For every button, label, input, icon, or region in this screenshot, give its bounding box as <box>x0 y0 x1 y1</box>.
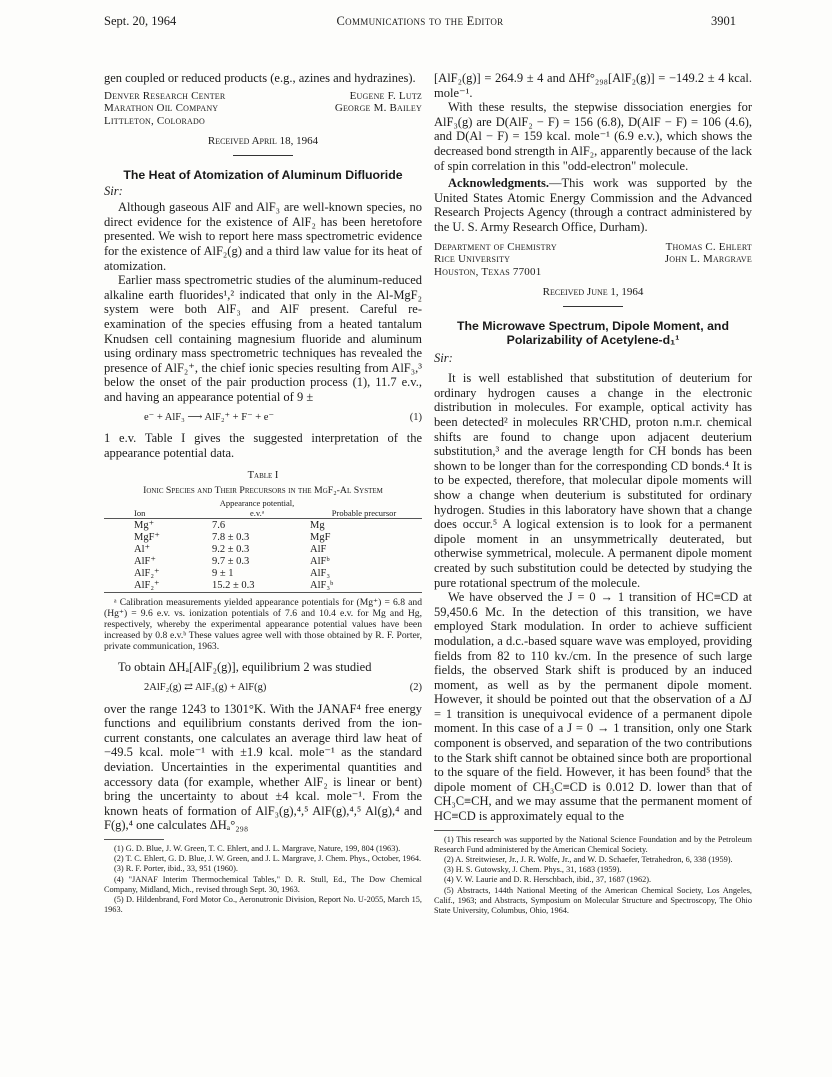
footnote: (1) This research was supported by the National Science Foundation and by the Petroleum Research Fund administered by the American Chemical Society. <box>434 834 752 854</box>
table-cell: AlF₃ᵇ <box>310 580 334 592</box>
footnote: (2) A. Streitwieser, Jr., J. R. Wolfe, Jr., and W. D. Schaefer, Tetrahedron, 6, 338 (1959). <box>444 855 733 865</box>
acknowledgments-text: —This work was supported by the United States Atomic Energy Commission and the Advanced Research Projects Agency (through a contract administered by the U. S. Army Research Office, Durham). <box>434 176 752 234</box>
table-cell: AlF₂⁺ <box>134 580 160 592</box>
footnote: (5) D. Hildenbrand, Ford Motor Co., Aeronutronic Division, Report No. U-2055, March 15, 1963. <box>104 894 422 915</box>
table-footnote: ᵃ Calibration measurements yielded appearance potentials for (Mg⁺) = 6.8 and (Hg⁺) = 9.6 e.v. vs. ionization potentials of 7.6 and 10.4 e.v. for Mg and Hg, respectively, whereby the experimental appearance potential values have been increased by 0.8 e.v.ᵇ These values agree well with those obtained by R. F. Porter, private communication, 1963. <box>104 597 422 653</box>
table-caption: Ionic Species and Their Precursors in the MgF₂-Al System <box>143 485 383 497</box>
table-header: Probable precursor <box>331 507 397 518</box>
paragraph: To obtain ΔHₐ[AlF₂(g)], equilibrium 2 was studied <box>118 660 372 675</box>
author: Thomas C. Ehlert <box>665 240 752 253</box>
prev-aff-line: Denver Research Center <box>104 89 226 102</box>
previous-affiliation <box>104 90 422 128</box>
acknowledgments-label: Acknowledgments. <box>448 176 550 191</box>
prev-author: George M. Bailey <box>334 102 422 115</box>
footnote: (2) T. C. Ehlert, G. D. Blue, J. W. Green, and J. L. Margrave, J. Chem. Phys., October, 1964. <box>114 854 422 864</box>
aff-line: Department of Chemistry <box>434 240 557 253</box>
table-cell: 15.2 ± 0.3 <box>212 580 255 592</box>
table-cell: AlF <box>310 544 327 556</box>
equation-body: e⁻ + AlF₃ ⟶ AlF₂⁺ + F⁻ + e⁻ <box>144 411 274 423</box>
table-header: Ion <box>134 507 146 518</box>
salutation: Sir: <box>434 350 453 365</box>
paragraph: 1 e.v. Table I gives the suggested interpretation of the appearance potential data. <box>104 431 422 460</box>
table-cell: MgF⁺ <box>134 532 160 544</box>
table-cell: 7.8 ± 0.3 <box>212 532 250 544</box>
header-page-number: 3901 <box>711 14 736 28</box>
table-header-row <box>104 499 422 519</box>
footnote: (3) R. F. Porter, ibid., 33, 951 (1960). <box>114 864 238 874</box>
paragraph: We have observed the J = 0 → 1 transition of HC≡CD at 59,450.6 Mc. In the detection of this transition, we have employed Stark modulation. In order to achieve sufficient modulation, a d.c.-based square wave was employed, providing fields from 82 to 110 kv./cm. In the presence of such large fields, the observed Stark shift is produced by an induced moment, as well as by the permanent dipole moment. However, it should be pointed out that the observation of a ΔJ = 1 transition is unequivocal evidence of a permanent dipole moment. In this case of a J = 0 → 1 transition, only one Stark component is observed, and separation of the two contributions to the Stark shift cannot be obtained since both are proportional to the square of the field. However, it has been found⁵ that the dipole moment of CH₃C≡CD is 0.012 D. lower than that of CH₃C≡CH, and we may assume that the permanent moment of HC≡CD is approximately equal to the <box>434 590 752 824</box>
table-cell: 7.6 <box>212 520 226 532</box>
paragraph: It is well established that substitution of deuterium for ordinary hydrogen causes a change in the electronic distribution in molecules. For example, optical activity has been detected² in molecules RR'CHD, proton n.m.r. chemical shifts are found to change upon adjacent deuterium substitution,³ and the average length for CH bonds has been shown to be longer than for the corresponding CD bonds.⁴ It is to be expected, therefore, that molecular dipole moments will show a change when deuterium is substituted for ordinary hydrogen. Studies in this laboratory have shown that a change does occur.⁵ A logical extension is to look for a permanent dipole moment in an unsymmetrically deuterated, but otherwise symmetrical, molecule. A permanent dipole moment created by such substitution could be detected by studying the pure rotational spectrum of the molecule. <box>434 371 752 590</box>
right-column <box>434 71 752 916</box>
header-journal: Communications to the Editor <box>336 14 504 28</box>
author: John L. Margrave <box>664 253 752 266</box>
table-cell: 9.7 ± 0.3 <box>212 556 250 568</box>
footnote: (3) H. S. Gutowsky, J. Chem. Phys., 31, 1683 (1959). <box>444 865 622 875</box>
table-cell: Mg⁺ <box>134 520 155 532</box>
equation-number: (1) <box>409 411 422 423</box>
previous-article-end: gen coupled or reduced products (e.g., azines and hydrazines). <box>104 71 416 85</box>
table-row <box>104 544 422 556</box>
footnote-divider <box>434 830 494 831</box>
page-header <box>104 14 736 32</box>
table-row <box>104 556 422 568</box>
paragraph: Although gaseous AlF and AlF₃ are well-known species, no direct evidence for the existence of AlF₂ has been heretofore presented. We wish to report here mass spectrometric evidence for the existence of AlF₂(g) and a third law value for its heat of atomization. <box>104 200 422 273</box>
table-cell: AlFᵇ <box>310 556 330 568</box>
equation-body: 2AlF₂(g) ⇄ AlF₃(g) + AlF(g) <box>144 681 267 693</box>
equation <box>104 411 422 426</box>
paragraph: over the range 1243 to 1301°K. With the JANAF⁴ free energy functions and equilibrium constants derived from the ion-current constants, one calculates an average third law heat of −49.5 kcal. mole⁻¹ with ±1.9 kcal. mole⁻¹ as the standard deviation. Uncertainties in the experimental quantities and accessory data (for example, whether AlF₂ is linear or bent) bring the uncertainty to about ±4 kcal. mole⁻¹. From the known heats of formation of AlF₃(g),⁴,⁵ AlF(g),⁴,⁵ Al(g),⁴ and F(g),⁴ one calculates ΔHₐ°₂₉₈ <box>104 701 422 833</box>
salutation: Sir: <box>104 183 123 198</box>
table-cell: Mg <box>310 520 325 532</box>
paragraph: [AlF₂(g)] = 264.9 ± 4 and ΔHf°₂₉₈[AlF₂(g)] = −149.2 ± 4 kcal. mole⁻¹. <box>434 71 752 100</box>
table-cell: MgF <box>310 532 331 544</box>
divider <box>233 155 293 156</box>
table-cell: AlF₂⁺ <box>134 568 160 580</box>
table-cell: Al⁺ <box>134 544 151 556</box>
data-table <box>104 499 422 594</box>
left-column <box>104 71 422 915</box>
table-cell: 9 ± 1 <box>212 568 234 580</box>
article-title: The Microwave Spectrum, Dipole Moment, and Polarizability of Acetylene-d₁¹ <box>457 318 729 347</box>
table-title: Table I <box>247 470 279 482</box>
table-row <box>104 568 422 580</box>
table-cell: AlF₃ <box>310 568 331 580</box>
aff-line: Houston, Texas 77001 <box>434 265 542 278</box>
table-row <box>104 520 422 532</box>
footnotes <box>434 835 752 917</box>
table-cell: AlF⁺ <box>134 556 156 568</box>
paragraph: Earlier mass spectrometric studies of the aluminum-reduced alkaline earth fluorides¹,² indicated that only in the Al-MgF₂ system were both AlF₃ and AlF present. Careful re-examination of the species effusing from a heated tantalum Knudsen cell containing magnesium fluoride and aluminum using ordinary mass spectrometric techniques has revealed the presence of AlF₂⁺, the chief ionic species resulting from AlF₃,³ below the onset of the pair production process (1), 11.7 e.v., and having an appearance potential of 9 ± <box>104 273 422 404</box>
equation-number: (2) <box>409 681 422 693</box>
prev-received-date: Received April 18, 1964 <box>207 135 319 148</box>
table-row <box>104 532 422 544</box>
article-title: The Heat of Atomization of Aluminum Difluoride <box>123 167 403 182</box>
prev-author: Eugene F. Lutz <box>349 89 422 102</box>
prev-aff-line: Littleton, Colorado <box>104 114 205 127</box>
received-date: Received June 1, 1964 <box>542 286 644 299</box>
acknowledgments <box>434 176 752 234</box>
aff-line: Rice University <box>434 253 511 266</box>
prev-aff-line: Marathon Oil Company <box>104 102 219 115</box>
footnote: (1) G. D. Blue, J. W. Green, T. C. Ehlert, and J. L. Margrave, Nature, 199, 804 (1963). <box>114 843 401 853</box>
footnote-divider <box>104 839 164 840</box>
footnote: (4) "JANAF Interim Thermochemical Tables," D. R. Stull, Ed., The Dow Chemical Company, Midland, Mich., revised through Sept. 30, 1963. <box>104 874 422 894</box>
header-date: Sept. 20, 1964 <box>104 14 177 28</box>
footnote: (4) V. W. Laurie and D. R. Herschbach, ibid., 37, 1687 (1962). <box>444 875 652 885</box>
table-row <box>104 580 422 593</box>
table-cell: 9.2 ± 0.3 <box>212 544 250 556</box>
paragraph: With these results, the stepwise dissociation energies for AlF₃(g) are D(AlF₂ − F) = 156 (6.8), D(AlF − F) = 106 (4.6), and D(Al − F) = 159 kcal. mole⁻¹ (6.9 e.v.), which shows the decreased bond strength in AlF₂, apparently because of the lack of spin correlation in this "odd-electron" molecule. <box>434 100 752 173</box>
table-header: Appearance potential, e.v.ᵃ <box>219 498 295 518</box>
footnotes <box>104 844 422 915</box>
divider <box>563 306 623 307</box>
affiliation <box>434 241 752 279</box>
footnote: (5) Abstracts, 144th National Meeting of the American Chemical Society, Los Angeles, Calif., 1963; and Abstracts, Symposium on Molecular Structure and Spectroscopy, The Ohio State University, Columbus, Ohio, 1964. <box>434 885 752 916</box>
equation <box>104 681 422 696</box>
